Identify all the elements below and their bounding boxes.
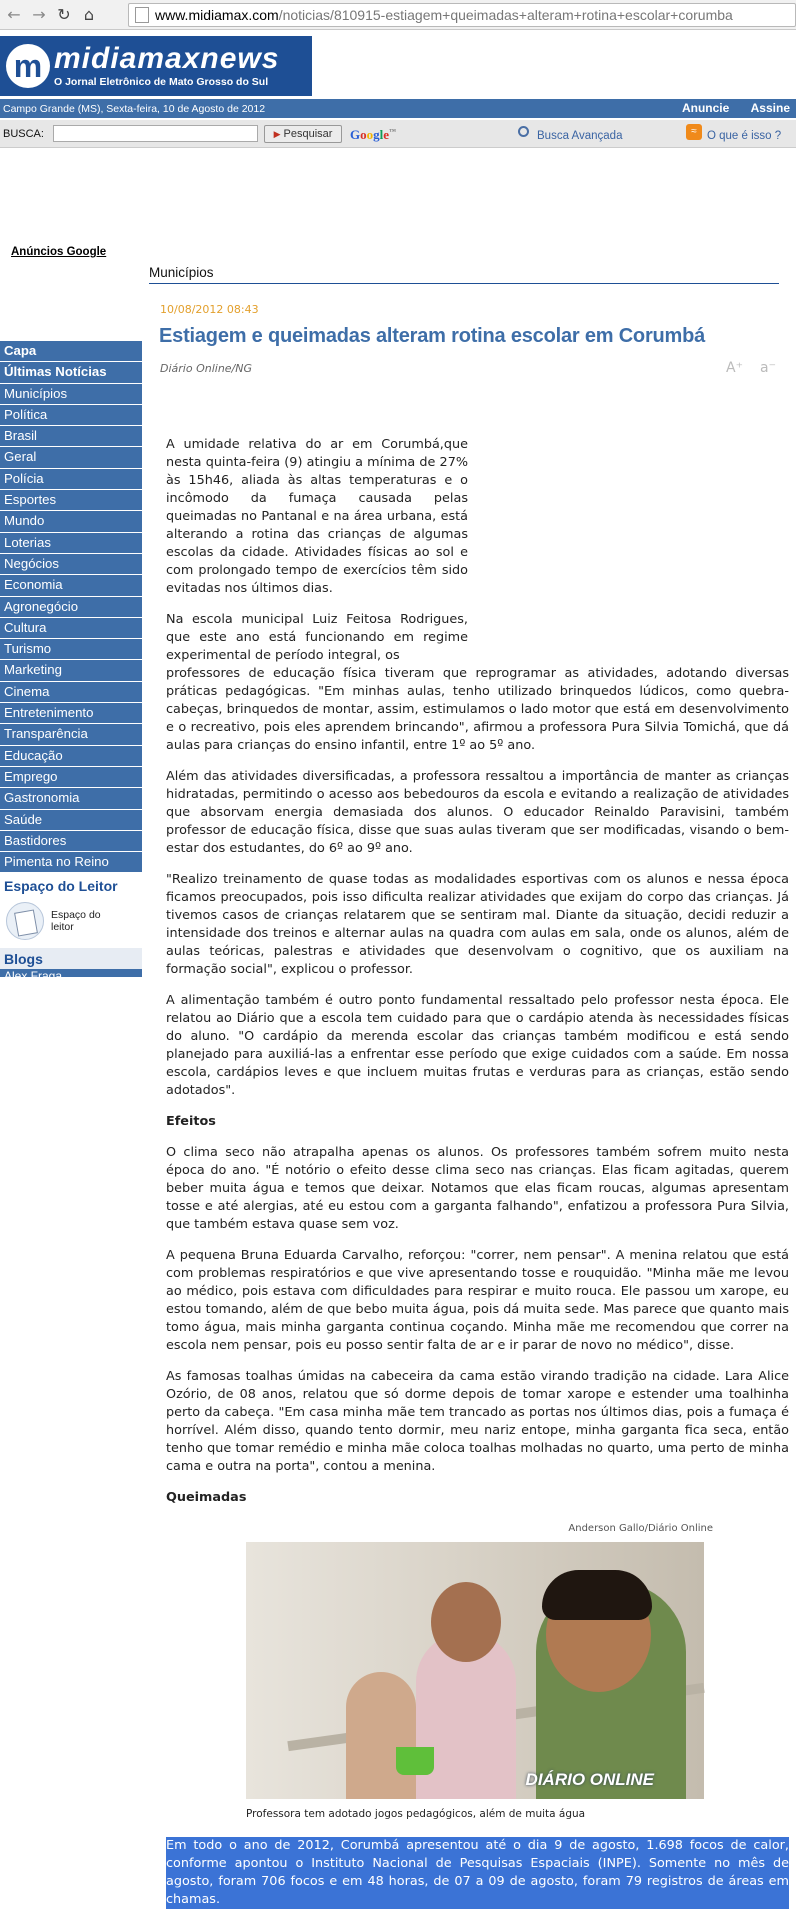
- blogs-heading: Blogs: [0, 947, 142, 969]
- browser-toolbar: [0, 0, 796, 30]
- sidebar-item[interactable]: Economia: [0, 575, 142, 596]
- sidebar-item[interactable]: Geral: [0, 447, 142, 468]
- date-bar: [0, 99, 796, 118]
- back-icon[interactable]: ←: [7, 5, 21, 24]
- section-title: Municípios: [149, 265, 779, 284]
- rss-icon[interactable]: ≈: [686, 124, 702, 140]
- font-decrease-button[interactable]: a⁻: [760, 360, 776, 376]
- article-paragraph: As famosas toalhas úmidas na cabeceira da cama estão virando tradição na cidade. Lara Alice Ozório, de 08 anos, relatou que só dorme depois de tomar xarope e estender uma toalhinha perto da cabeça. "Em casa minha mãe tem trancado as portas nos últimos dias, pois a fumaça é horrível. Além disso, quando tento dormir, meu nariz entope, minha garganta fica seca, então tenho que tomar remédio e minha mãe coloca toalhas molhadas no quarto, uma perto de minha cama e outra na porta", contou a menina.: [166, 1369, 789, 1474]
- address-bar[interactable]: [128, 3, 796, 27]
- leitor-text-1: Espaço do: [51, 909, 101, 922]
- sidebar-item[interactable]: Últimas Notícias: [0, 362, 142, 383]
- subheading-queimadas: Queimadas: [166, 1490, 247, 1505]
- sidebar-item[interactable]: Saúde: [0, 810, 142, 831]
- magnifier-icon: [518, 126, 529, 137]
- play-icon: ▶: [273, 128, 281, 139]
- sidebar-item[interactable]: Negócios: [0, 554, 142, 575]
- search-button[interactable]: [264, 125, 342, 143]
- font-increase-button[interactable]: A⁺: [726, 360, 743, 376]
- article-paragraph: "Realizo treinamento de quase todas as modalidades esportivas com os alunos e nessa época ficamos preocupados, pois isso dificulta realizar atividades que exijam do corpo das crianças. Já tivemos casos de crianças relatarem que se sentiram mal. Diante da situação, decidi reduzir a intensidade dos treinos e alternar aulas na quadra com aulas em sala, onde os alunos, além de aulas teóricas, palestras e atividades que desenvolvam o cognitivo, que os auxiliam na formação social", explicou o professor.: [166, 872, 789, 977]
- sidebar-item[interactable]: Loterias: [0, 533, 142, 554]
- sidebar-item[interactable]: Cultura: [0, 618, 142, 639]
- logo-title: midiamaxnews: [54, 42, 280, 75]
- sidebar-item[interactable]: Brasil: [0, 426, 142, 447]
- selected-paragraph: Em todo o ano de 2012, Corumbá apresentou até o dia 9 de agosto, 1.698 focos de calor, conforme apontou o Instituto Nacional de Pesquisas Espaciais (INPE). Somente no mês de agosto, foram 706 focos e em 48 horas, de 07 a 09 de agosto, foram 79 registros de áreas em chamas.: [166, 1838, 789, 1907]
- sidebar-item[interactable]: Política: [0, 405, 142, 426]
- logo-subtitle: O Jornal Eletrônico de Mato Grosso do Sul: [54, 76, 269, 88]
- article-paragraph: A umidade relativa do ar em Corumbá,que nesta quinta-feira (9) atingiu a mínima de 27% às 15h46, aliada às altas temperaturas e o incômodo da fumaça causada pelas queimadas no Pantanal e na área urbana, está alterando a rotina das crianças de algumas escolas da cidade. Atividades físicas ao sol e com prolongado tempo de exercícios têm sido evitadas nos últimos dias.: [166, 437, 468, 596]
- article-title: Estiagem e queimadas alteram rotina escolar em Corumbá: [159, 325, 706, 347]
- article-source: Diário Online/NG: [160, 362, 253, 375]
- article-paragraph: A pequena Bruna Eduarda Carvalho, reforçou: "correr, nem pensar". A menina relatou que está com problemas respiratórios e que vive apresentando tosse e rouquidão. "Minha mãe me levou ao médico, pois estava com dificuldades para respirar e muito rouca. Ele passou um xarope, eu estou tomando, além de que bebo muita água, pois dá muita sede. Mas parece que quanto mais tomo água, mais minha garganta continua coçando. Minha mãe me recomendou que correr na escola nem pensar, pois eu posso sentir falta de ar e ir parar de novo no médico", disse.: [166, 1248, 789, 1353]
- sidebar-item[interactable]: Cinema: [0, 682, 142, 703]
- sidebar-item[interactable]: Emprego: [0, 767, 142, 788]
- home-icon[interactable]: ⌂: [83, 5, 95, 24]
- article-paragraph: O clima seco não atrapalha apenas os alunos. Os professores também sofrem muito nesta época do ano. "É notório o efeito desse clima seco nas crianças. Elas ficam agitadas, querem beber muita água e temos que deixar. Notamos que elas ficam roucas, algumas apresentam tosse e até alergias, até eu estou com a garganta falhando", enfatizou a professora Pura Silvia, que também estava quase sem voz.: [166, 1145, 789, 1232]
- sidebar-item[interactable]: Polícia: [0, 469, 142, 490]
- sidebar-item[interactable]: Pimenta no Reino: [0, 852, 142, 873]
- site-logo[interactable]: [0, 36, 312, 96]
- sidebar-item[interactable]: Turismo: [0, 639, 142, 660]
- article-paragraph: Além das atividades diversificadas, a professora ressaltou a importância de manter as crianças hidratadas, permitindo o acesso aos bebedouros da escola e evitando a realização de atividades que absorvam energia demasiada dos alunos. O educador Reinaldo Paravisini, também professor de educação física, disse que suas aulas tiveram que ser modificadas, visando o bem-estar dos estudantes, do 6º ao 9º ano.: [166, 769, 789, 856]
- sidebar-item[interactable]: Municípios: [0, 384, 142, 405]
- rss-help-link[interactable]: O que é isso ?: [707, 130, 782, 142]
- sidebar-item[interactable]: Mundo: [0, 511, 142, 532]
- assine-link[interactable]: Assine: [750, 101, 790, 115]
- leitor-card[interactable]: [0, 899, 142, 947]
- sidebar-item[interactable]: Gastronomia: [0, 788, 142, 809]
- sidebar-item[interactable]: Bastidores: [0, 831, 142, 852]
- article-paragraph: professores de educação física tiveram que reprogramar as atividades, adotando diversas práticas pedagógicas. "Em minhas aulas, tenho utilizado brinquedos lúdicos, como quebra-cabeças, brinquedos de montar, assim, estimulamos o lado motor que está em desenvolvimento e o recreativo, pois eles aprendem brincando", afirmou a professora Pura Silvia Tomichá, que dá aulas para crianças do ensino infantil, entre 1º ao 5º ano.: [166, 666, 789, 753]
- search-input[interactable]: [53, 125, 258, 142]
- url-host: www.midiamax.com: [155, 7, 279, 23]
- search-bar: [0, 120, 796, 148]
- article-date: 10/08/2012 08:43: [160, 303, 259, 316]
- page-icon: [135, 7, 149, 23]
- leitor-text-2: leitor: [51, 921, 74, 934]
- google-logo: Google™: [350, 127, 397, 142]
- ads-google-link[interactable]: Anúncios Google: [11, 246, 107, 258]
- blog-item[interactable]: Alex Fraga: [0, 969, 142, 977]
- logo-mark: m: [6, 44, 50, 88]
- sidebar-menu: [0, 341, 142, 984]
- sidebar-item[interactable]: Esportes: [0, 490, 142, 511]
- reload-icon[interactable]: ↻: [57, 5, 71, 24]
- sidebar-item[interactable]: Entretenimento: [0, 703, 142, 724]
- article-paragraph: Na escola municipal Luiz Feitosa Rodrigues, que este ano está funcionando em regime experimental de período integral, os: [166, 612, 468, 663]
- photo-credit: Anderson Gallo/Diário Online: [568, 1523, 713, 1534]
- article-body: [166, 436, 789, 1922]
- photo-watermark: DIÁRIO ONLINE: [525, 1770, 654, 1789]
- sidebar-item[interactable]: Marketing: [0, 660, 142, 681]
- article-paragraph: A alimentação também é outro ponto fundamental ressaltado pelo professor nesta época. Ele relatou ao Diário que a escola tem cuidado para que o cardápio atenda às necessidades físicas do aluno. "O cardápio da merenda escolar das crianças também modificou e está sendo planejado para auxiliá-las a enfrentar esse período que exige cuidados com a saúde. Em nossa escola, cardápios leves e que incluem muitas frutas e verduras para as crianças, estão sendo adotados".: [166, 993, 789, 1098]
- search-button-label: Pesquisar: [283, 128, 333, 140]
- url-path: /noticias/810915-estiagem+queimadas+alteram+rotina+escolar+corumba: [278, 7, 733, 23]
- sidebar-item[interactable]: Educação: [0, 746, 142, 767]
- subheading-efeitos: Efeitos: [166, 1114, 216, 1129]
- search-label: BUSCA:: [3, 128, 44, 140]
- sidebar-item[interactable]: Transparência: [0, 724, 142, 745]
- forward-icon[interactable]: →: [32, 5, 46, 24]
- leitor-heading[interactable]: Espaço do Leitor: [0, 873, 142, 899]
- advanced-search-label: Busca Avançada: [537, 130, 623, 142]
- anuncie-link[interactable]: Anuncie: [681, 101, 730, 115]
- photo-caption: Professora tem adotado jogos pedagógicos, além de muita água: [246, 1808, 586, 1820]
- date-line: Campo Grande (MS), Sexta-feira, 10 de Agosto de 2012: [3, 102, 266, 115]
- sidebar-item[interactable]: Agronegócio: [0, 597, 142, 618]
- article-photo[interactable]: [246, 1542, 704, 1799]
- notepad-icon: [6, 902, 44, 940]
- advanced-search-link[interactable]: [518, 128, 622, 142]
- sidebar-item[interactable]: Capa: [0, 341, 142, 362]
